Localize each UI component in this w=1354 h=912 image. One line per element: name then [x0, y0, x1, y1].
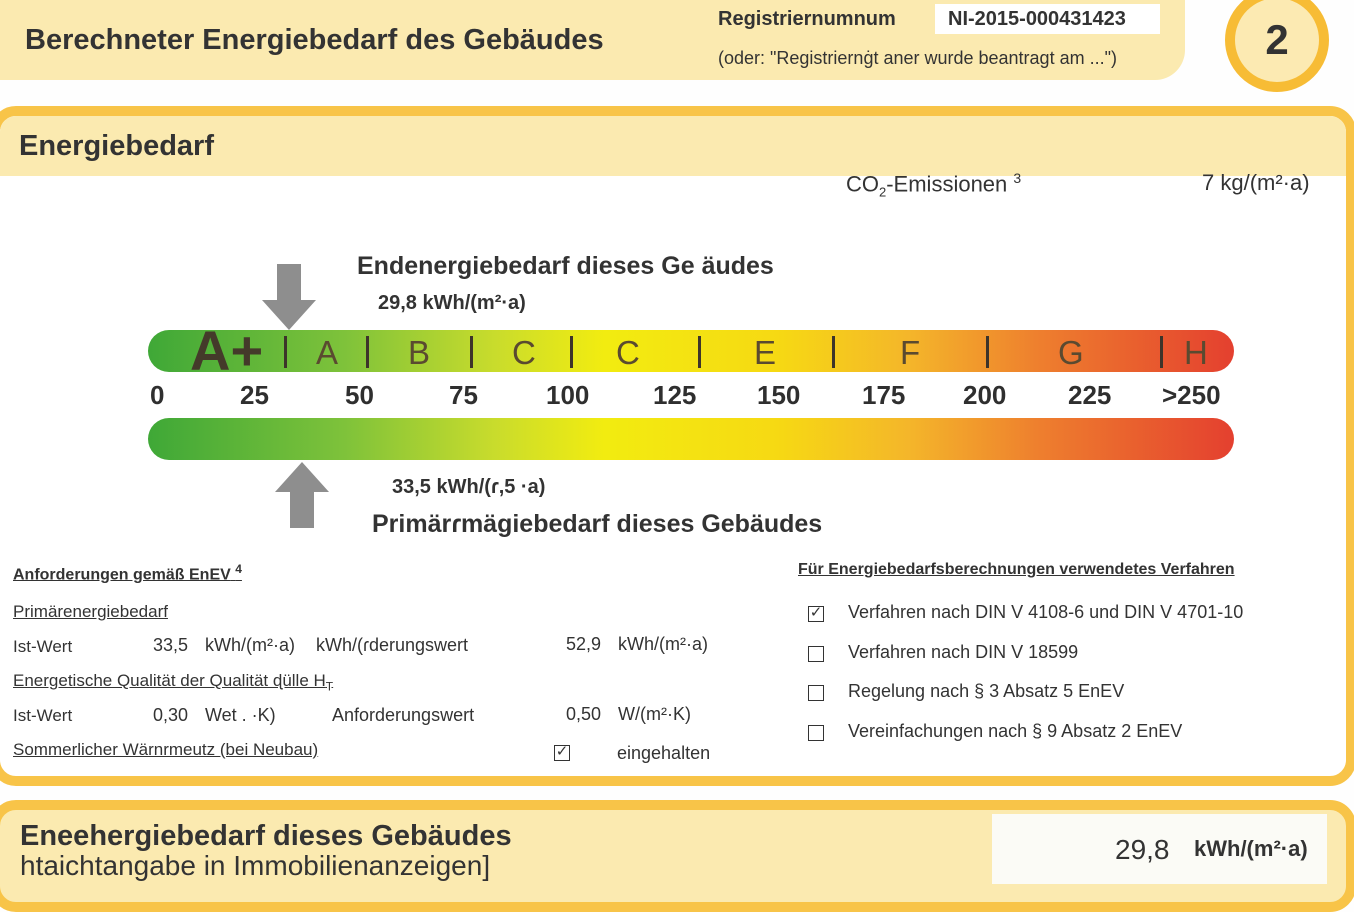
scale-tick: 75 [449, 380, 478, 410]
primary-req-label: kWh/(ɾderungswert [316, 635, 469, 655]
registration-label: Registriernumnum [718, 8, 896, 30]
envelope-ist-unit: Wet . ·K) [205, 705, 276, 725]
scale-tick: 125 [653, 380, 697, 410]
summer-status: eingehalten [617, 743, 711, 763]
class-label: B [408, 334, 431, 371]
primary-energy-title: Primärɾmägiebedarf dieses Gebäudes [372, 510, 823, 538]
primary-req-value: 52,9 [566, 634, 602, 654]
class-separator [986, 336, 989, 368]
class-separator [1160, 336, 1163, 368]
primary-energy-heading: Primärenergiebedarf [13, 602, 168, 621]
registration-number: NI-2015-000431423 [948, 8, 1126, 30]
end-energy-value: 29,8 kWh/(m²·a) [378, 292, 526, 314]
final-energy-title: Eneehergiebedarf dieses Gebäudes [20, 820, 512, 852]
class-label: C [512, 334, 536, 371]
class-label: A+ [190, 319, 264, 382]
co2-value: 7 kg/(m²·a) [1202, 170, 1310, 195]
end-energy-arrow-icon [262, 264, 316, 330]
class-label: C [616, 334, 640, 371]
primary-energy-value: 33,5 kWh/(ɾ,5 ·a) [392, 476, 546, 498]
class-label: A [316, 334, 339, 371]
summer-heat-protection-label: Sommerlicher Wärnrmeutz (bei Neubau) [13, 740, 319, 759]
class-label: H [1184, 334, 1208, 371]
panel-title: Energiebedarf [19, 130, 214, 162]
envelope-req-value: 0,50 [566, 704, 602, 724]
class-separator [698, 336, 701, 368]
scale-tick: 175 [862, 380, 906, 410]
primary-req-unit: kWh/(m²·a) [618, 634, 708, 654]
scale-tick: 50 [345, 380, 374, 410]
envelope-ist-label: Ist-Wert [13, 706, 73, 725]
scale-tick: 150 [757, 380, 801, 410]
envelope-ist-value: 0,30 [153, 705, 189, 725]
method-checkbox[interactable] [808, 725, 824, 741]
scale-tick: 225 [1068, 380, 1112, 410]
envelope-req-label: Anforderungswert [332, 705, 475, 725]
page-number: 2 [1265, 16, 1289, 63]
method-option: Verfahren nach DIN V 18599 [848, 642, 1079, 662]
method-checkbox[interactable] [808, 646, 824, 662]
co2-label: $CO_2$-Emissionen $^3$ [846, 170, 1022, 200]
requirements-heading: Anforderungen gemäß EnEV $^4$ [13, 562, 242, 584]
scale-tick: 200 [963, 380, 1007, 410]
class-label: E [754, 334, 777, 371]
energy-scale-bar-bottom [148, 418, 1234, 460]
class-label: G [1058, 334, 1084, 371]
method-option: Regelung nach § 3 Absatz 5 EnEV [848, 681, 1125, 701]
envelope-heading: Energetische Qualität der Qualität ɖülle $H_T$ [13, 671, 334, 694]
class-separator [570, 336, 573, 368]
scale-tick: 0 [150, 380, 165, 410]
final-energy-unit: kWh/(m²·a) [1194, 836, 1308, 861]
primary-ist-label: Ist-Wert [13, 637, 73, 656]
method-heading: Für Energiebedarfsberechnungen verwendetes Verfahren [798, 561, 1235, 578]
final-energy-subtitle: htaichtangabe in Immobilienanzeigen] [20, 850, 491, 881]
primary-ist-unit: kWh/(m²·a) [205, 635, 295, 655]
registration-note: (oder: "Registriernġt aner wurde beantragt am ...") [718, 48, 1117, 68]
primary-ist-value: 33,5 [153, 635, 189, 655]
class-separator [284, 336, 287, 368]
scale-tick: 25 [240, 380, 269, 410]
method-checkbox[interactable] [808, 685, 824, 701]
envelope-req-unit: W/(m²·K) [618, 704, 691, 724]
method-option: Verfahren nach DIN V 4108-6 und DIN V 4701-10 [848, 602, 1244, 622]
method-checkbox[interactable]: ✓ [809, 604, 823, 621]
scale-tick: 100 [546, 380, 590, 410]
method-option: Vereinfachungen nach § 9 Absatz 2 EnEV [848, 721, 1183, 741]
page-title: Berechneter Energiebedarf des Gebäudes [25, 24, 604, 56]
class-separator [832, 336, 835, 368]
class-label: F [900, 334, 921, 371]
page-number-badge [1225, 0, 1329, 92]
class-separator [470, 336, 473, 368]
class-separator [366, 336, 369, 368]
scale-tick: >250 [1162, 380, 1221, 410]
end-energy-title: Endenergiebedarf dieses Ge äudes [357, 252, 774, 280]
final-energy-value: 29,8 [1115, 834, 1170, 865]
primary-energy-arrow-icon [275, 462, 329, 528]
summer-checkbox[interactable]: ✓ [555, 743, 569, 760]
